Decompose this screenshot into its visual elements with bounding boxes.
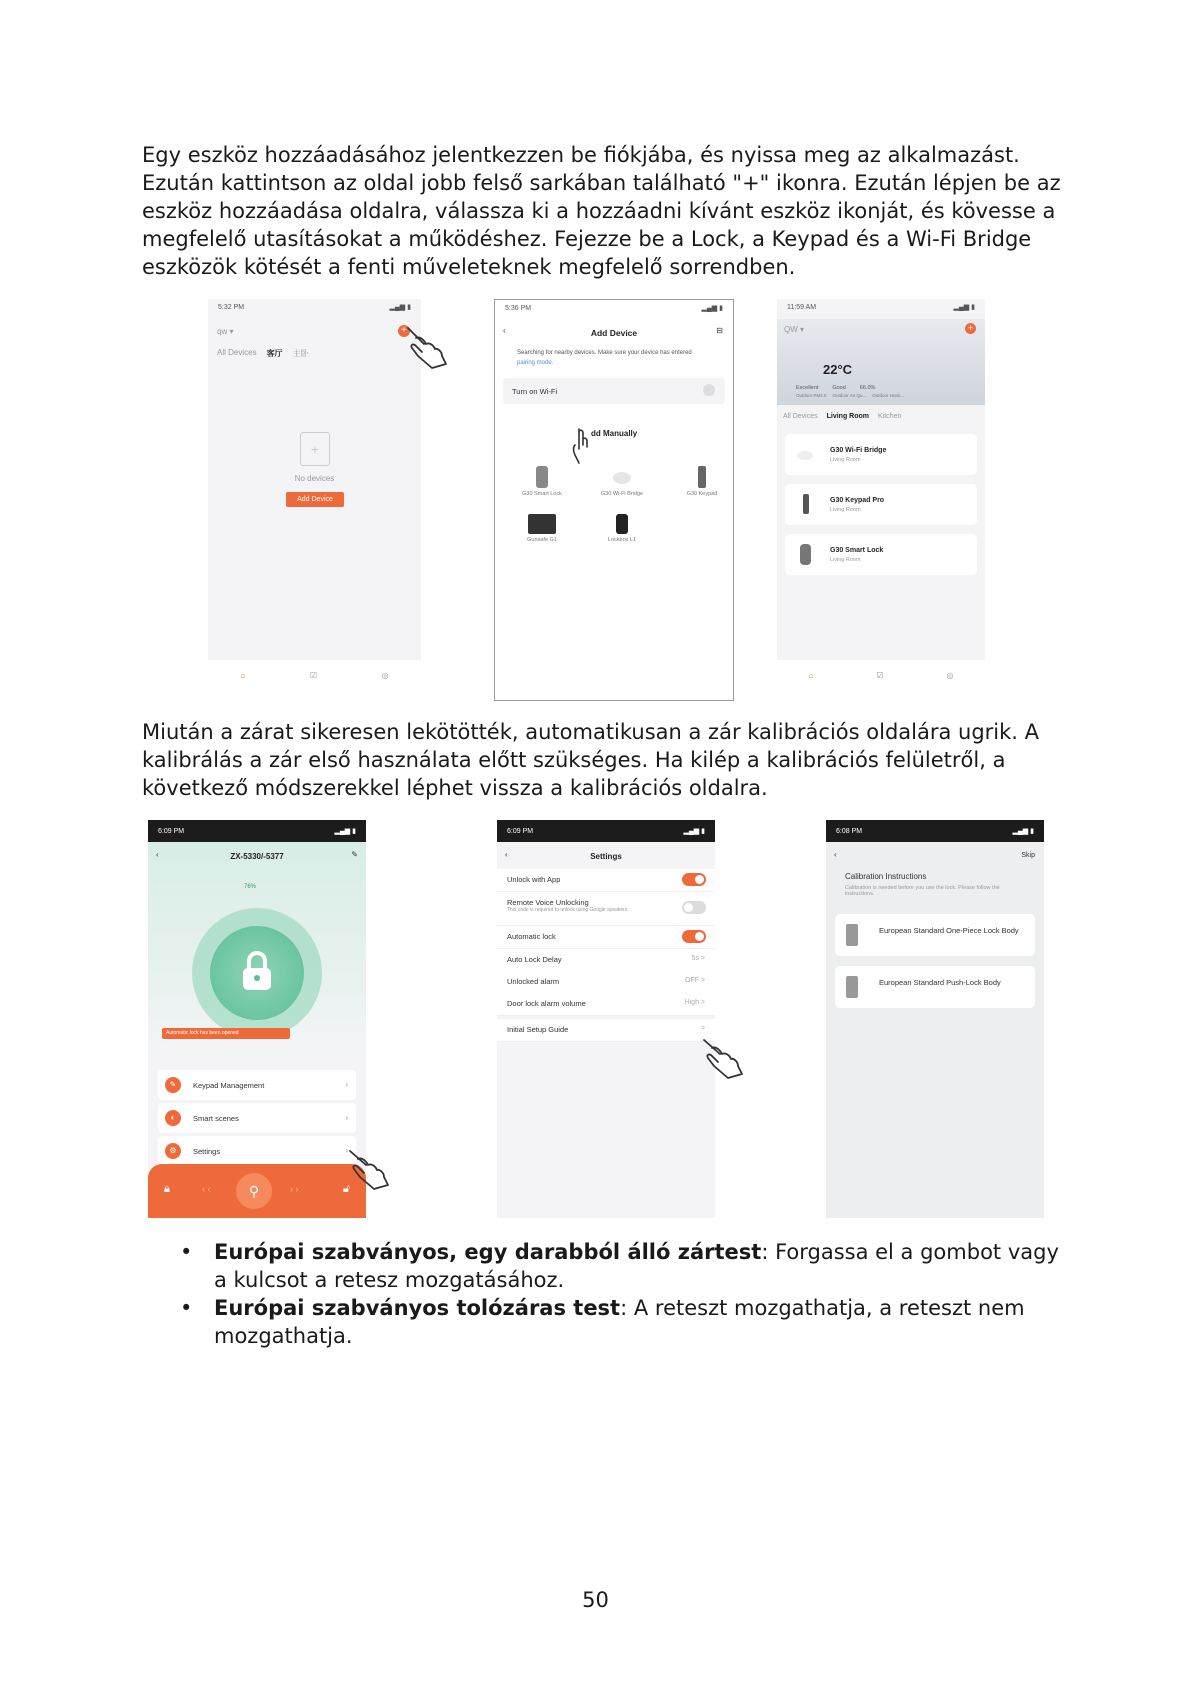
- setting-label: Door lock alarm volume: [507, 999, 586, 1008]
- calibration-title: Calibration Instructions: [845, 872, 927, 881]
- device-lockbox[interactable]: [597, 514, 647, 543]
- setting-label: Initial Setup Guide: [507, 1025, 569, 1034]
- bullet-icon: •: [180, 1296, 193, 1320]
- me-nav-icon[interactable]: ◎: [946, 670, 954, 680]
- device-gunsafe[interactable]: [517, 514, 567, 543]
- wifi-label: Turn on Wi-Fi: [512, 387, 558, 396]
- list-item-text: : A reteszt mozgathatja, a reteszt nem mozgathatja.: [214, 1296, 1025, 1348]
- status-time: 6:08 PM: [836, 827, 863, 835]
- hand-pointer-icon: [700, 1034, 748, 1080]
- calibration-paragraph: Miután a zárat sikeresen lekötötték, automatikusan a zár kalibrációs oldalára ugrik. A kalibrálás a zár első használata előtt szükséges. Ha kilép a kalibrációs felületről, a következő módszerekkel léphet vissza a kalibrációs oldalra.: [142, 720, 1040, 800]
- list-item: [180, 1294, 1060, 1350]
- device-smart-lock[interactable]: [517, 466, 567, 497]
- home-selector[interactable]: qw ▾: [217, 327, 234, 336]
- home-name: QW: [784, 325, 798, 334]
- device-label: Lockbox L1: [607, 537, 637, 543]
- hand-pointer-icon: [402, 322, 454, 370]
- add-button[interactable]: +: [965, 323, 976, 334]
- setting-initial-setup-guide[interactable]: [497, 1019, 715, 1042]
- setting-label: Automatic lock: [507, 932, 556, 941]
- scan-icon[interactable]: ⊟: [716, 326, 723, 335]
- hand-pointer-icon: [565, 425, 599, 465]
- slide-unlock-bar[interactable]: [148, 1164, 366, 1218]
- status-icons: ▂▄▆ ▮: [683, 828, 705, 835]
- toggle-remote-voice[interactable]: [682, 901, 706, 914]
- menu-label: Keypad Management: [193, 1081, 265, 1090]
- setting-remote-voice[interactable]: [497, 892, 715, 926]
- temperature: 22°C: [823, 362, 853, 377]
- lock-open-icon: 🔓︎: [342, 1183, 350, 1195]
- device-keypad[interactable]: [677, 466, 727, 497]
- air-quality-label: Outdoor PM2.5: [796, 393, 827, 398]
- toggle-automatic-lock[interactable]: [682, 930, 706, 943]
- screenshot-add-device: [494, 299, 734, 701]
- battery-level: 76%: [244, 884, 257, 890]
- page-number: 50: [582, 1588, 609, 1612]
- device-title: ZX-5330/-5377: [230, 852, 284, 861]
- device-label: G30 Keypad: [686, 491, 718, 497]
- chevrons-right-icon: › ›: [290, 1184, 299, 1194]
- list-item-text: : Forgassa el a gombot vagy a kulcsot a retesz mozgatásához.: [214, 1240, 1059, 1292]
- status-time: 5:32 PM: [218, 303, 245, 311]
- chevron-right-icon: ›: [345, 1113, 348, 1122]
- unlock-button[interactable]: [210, 926, 304, 1020]
- back-icon[interactable]: ‹: [834, 850, 837, 859]
- key-slider-handle[interactable]: ⚲: [236, 1173, 272, 1209]
- device-room: Living Room: [830, 507, 861, 513]
- device-wifi-bridge[interactable]: [597, 466, 647, 497]
- add-manually-label[interactable]: dd Manually: [591, 429, 638, 438]
- lock-body-icon: [846, 976, 858, 998]
- tab-bedroom[interactable]: 主卧: [292, 349, 309, 358]
- menu-settings[interactable]: [158, 1136, 356, 1166]
- alert-banner: Automatic lock has been opened: [162, 1028, 290, 1039]
- home-nav-icon[interactable]: ⌂: [808, 670, 814, 680]
- home-selector[interactable]: QW ▾: [784, 325, 805, 334]
- empty-icon: +: [300, 432, 330, 466]
- add-device-button[interactable]: Add Device: [286, 492, 344, 507]
- setting-automatic-lock[interactable]: [497, 926, 715, 949]
- menu-label: Settings: [193, 1147, 221, 1156]
- status-time: 6:09 PM: [158, 827, 185, 835]
- back-icon[interactable]: ‹: [505, 850, 508, 859]
- lock-icon: [240, 950, 274, 992]
- setting-sublabel: This code is required to unlock using Google speakers: [507, 907, 628, 913]
- setting-value: OFF >: [684, 977, 705, 984]
- screenshot-home-empty: [208, 299, 421, 690]
- scene-nav-icon[interactable]: ☑: [876, 670, 884, 680]
- scene-nav-icon[interactable]: ☑: [309, 670, 317, 680]
- air-quality-label: Outdoor Humi...: [872, 393, 905, 398]
- skip-button[interactable]: Skip: [1021, 852, 1035, 859]
- status-icons: ▂▄▆ ▮: [334, 828, 356, 835]
- page-title: Add Device: [590, 328, 638, 338]
- gunsafe-device-icon: [528, 514, 556, 534]
- setting-value: 5s >: [691, 955, 705, 962]
- status-icons: ▂▄▆ ▮: [953, 304, 975, 311]
- home-name: qw: [217, 327, 228, 336]
- screenshot-home-devices: [777, 299, 985, 690]
- hand-pointer-icon: [346, 1145, 394, 1191]
- tab-all-devices[interactable]: All Devices: [783, 413, 818, 420]
- empty-text: No devices: [294, 474, 335, 483]
- lock-device-icon: [536, 466, 548, 488]
- scenes-icon: ◐: [165, 1110, 181, 1126]
- air-quality-label: Outdoor Air Qu...: [832, 393, 867, 398]
- settings-icon: ⚙: [165, 1143, 181, 1159]
- searching-text: Searching for nearby devices. Make sure your device has entered: [517, 350, 692, 356]
- option-push-lock[interactable]: [835, 966, 1035, 1008]
- menu-label: Smart scenes: [193, 1114, 239, 1123]
- pairing-mode-text: pairing mode.: [517, 360, 554, 366]
- setting-door-lock-alarm-volume[interactable]: [497, 993, 715, 1016]
- option-label: European Standard One-Piece Lock Body: [879, 926, 1019, 935]
- wifi-toggle-icon: [703, 384, 715, 396]
- device-label: G30 Wi-Fi Bridge: [600, 491, 644, 497]
- device-card-keypad[interactable]: [785, 484, 977, 525]
- back-icon[interactable]: ‹: [503, 326, 506, 335]
- device-card-wifi-bridge[interactable]: [785, 434, 977, 475]
- lockbox-device-icon: [616, 514, 628, 534]
- option-label: European Standard Push-Lock Body: [879, 978, 1001, 987]
- status-time: 11:59 AM: [787, 303, 817, 311]
- lock-type-list: [180, 1238, 1060, 1350]
- device-room: Living Room: [830, 457, 861, 463]
- setting-label: Auto Lock Delay: [507, 955, 562, 964]
- intro-paragraph: Egy eszköz hozzáadásához jelentkezzen be fiókjába, és nyissa meg az alkalmazást. Ezután kattintson az oldal jobb felső sarkában található "+" ikonra. Ezután lépjen be az eszköz hozzáadása oldalra, válassza ki a hozzáadni kívánt eszköz ikonját, és kövesse a megfelelő utasításokat a működéshez. Fejezze be a Lock, a Keypad és a Wi-Fi Bridge eszközök kötését a fenti műveleteknek megfelelő sorrendben.: [142, 143, 1061, 279]
- chevrons-left-icon: ‹ ‹: [202, 1184, 211, 1194]
- keypad-icon: ✎: [165, 1077, 181, 1093]
- device-label: G30 Smart Lock: [522, 491, 562, 497]
- home-nav-icon[interactable]: ⌂: [240, 670, 246, 680]
- status-icons: ▂▄▆ ▮: [1012, 828, 1034, 835]
- setting-value: High >: [684, 999, 705, 1006]
- menu-smart-scenes[interactable]: [158, 1103, 356, 1133]
- keypad-device-icon: [803, 494, 809, 514]
- setting-unlock-with-app[interactable]: [497, 869, 715, 892]
- wifi-row[interactable]: [503, 378, 725, 404]
- add-button[interactable]: +: [398, 325, 410, 337]
- list-item: [180, 1238, 1060, 1294]
- status-icons: ▂▄▆ ▮: [701, 305, 723, 312]
- air-quality-value: Excellent: [796, 385, 819, 391]
- bridge-device-icon: [797, 451, 813, 460]
- air-quality-value: Good: [832, 385, 846, 391]
- screenshot-calibration: [826, 820, 1044, 1218]
- tab-living-room[interactable]: Living Room: [826, 413, 870, 420]
- setting-unlocked-alarm[interactable]: [497, 971, 715, 994]
- air-quality-value: 66.0%: [859, 385, 876, 391]
- back-icon[interactable]: ‹: [156, 850, 159, 859]
- list-item-term: Európai szabványos, egy darabból álló zártest: [214, 1240, 762, 1264]
- status-icons: ▂▄▆ ▮: [389, 304, 411, 311]
- screenshot-lock-main: [148, 820, 366, 1218]
- me-nav-icon[interactable]: ◎: [381, 670, 389, 680]
- status-time: 6:09 PM: [507, 827, 534, 835]
- bridge-device-icon: [613, 472, 631, 484]
- tab-living[interactable]: 客厅: [266, 349, 283, 358]
- device-room: Living Room: [830, 557, 861, 563]
- edit-icon[interactable]: ✎: [351, 850, 358, 859]
- setting-label: Unlock with App: [507, 875, 561, 884]
- setting-value: >: [700, 1025, 705, 1032]
- device-card-smart-lock[interactable]: [785, 534, 977, 575]
- setting-auto-lock-delay[interactable]: [497, 949, 715, 972]
- lock-body-icon: [846, 924, 858, 946]
- option-one-piece-lock[interactable]: [835, 914, 1035, 956]
- setting-label: Remote Voice Unlocking: [507, 898, 589, 907]
- setting-label: Unlocked alarm: [507, 977, 560, 986]
- device-name: G30 Smart Lock: [830, 547, 884, 554]
- tab-all-devices[interactable]: All Devices: [217, 348, 257, 357]
- chevron-right-icon: ›: [345, 1146, 348, 1155]
- keypad-device-icon: [698, 466, 706, 488]
- menu-keypad-management[interactable]: [158, 1070, 356, 1100]
- tab-kitchen[interactable]: Kitchen: [878, 413, 902, 420]
- page-title: Settings: [590, 852, 622, 861]
- list-item-term: Európai szabványos tolózáras test: [214, 1296, 621, 1320]
- lock-device-icon: [800, 544, 811, 565]
- bullet-icon: •: [180, 1240, 193, 1264]
- device-name: G30 Wi-Fi Bridge: [830, 447, 887, 454]
- status-time: 5:36 PM: [505, 304, 532, 312]
- chevron-right-icon: ›: [345, 1080, 348, 1089]
- screenshot-settings: [497, 820, 715, 1218]
- lock-closed-icon: 🔒︎: [164, 1183, 170, 1195]
- toggle-unlock-with-app[interactable]: [682, 873, 706, 886]
- device-label: Gunsafe G1: [527, 537, 557, 543]
- device-name: G30 Keypad Pro: [830, 497, 885, 504]
- calibration-description: Calibration is needed before you use the lock. Please follow the instructions.: [845, 885, 1000, 897]
